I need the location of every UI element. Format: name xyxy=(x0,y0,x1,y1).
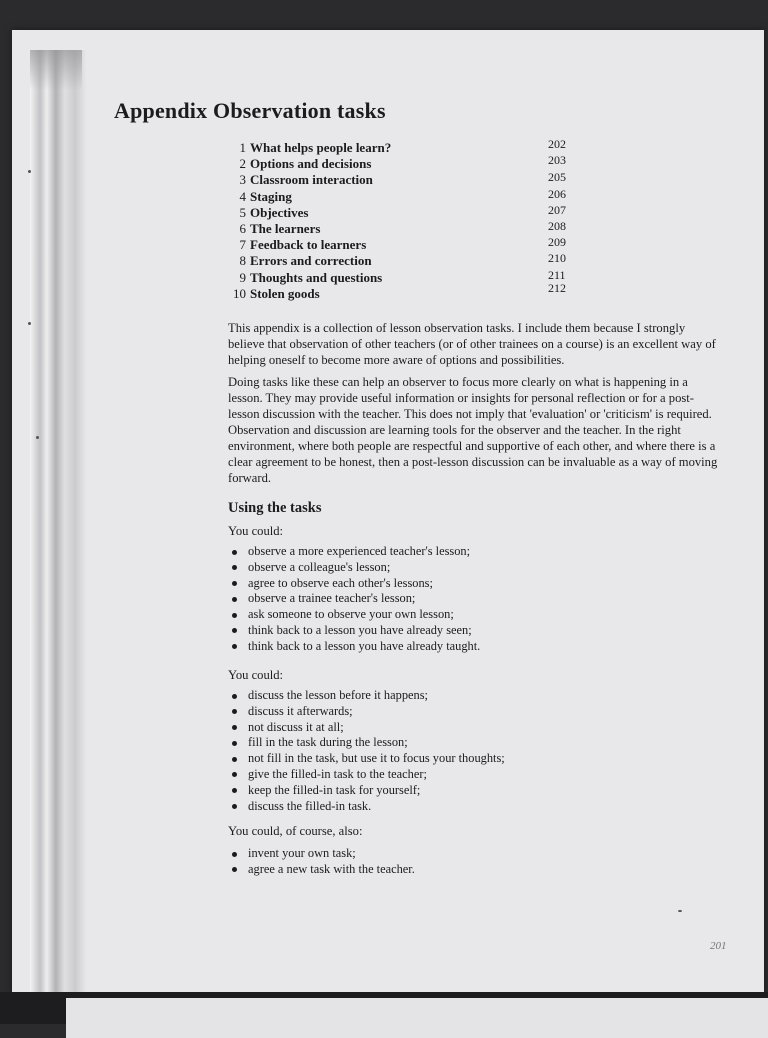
list-item xyxy=(228,688,648,704)
list-item-text: agree to observe each other's lessons; xyxy=(248,575,433,590)
bullet-dot xyxy=(232,644,237,649)
toc-page: 202 xyxy=(548,137,566,151)
toc-number: 3 xyxy=(239,172,246,188)
binding-top-shadow xyxy=(30,50,82,90)
toc-page: 205 xyxy=(548,170,566,185)
toc-number: 1 xyxy=(239,140,246,155)
bullet-dot xyxy=(232,565,237,570)
page-binding-shadow xyxy=(30,50,86,992)
list-item xyxy=(228,560,648,576)
table-of-contents xyxy=(224,137,584,302)
bullet-dot xyxy=(232,757,237,762)
list-lead: You could, of course, also: xyxy=(228,824,363,838)
bullet-dot xyxy=(232,772,237,777)
toc-row xyxy=(224,153,584,172)
bullet-dot xyxy=(232,804,237,809)
page-title: Appendix Observation tasks xyxy=(114,98,386,123)
toc-row xyxy=(224,218,584,237)
list-item xyxy=(228,607,648,623)
list-item xyxy=(228,846,648,862)
list-item-text: fill in the task during the lesson; xyxy=(248,735,408,750)
toc-page: 212 xyxy=(548,280,566,295)
toc-number: 9 xyxy=(239,269,246,285)
scan-speck xyxy=(28,322,31,325)
intro-paragraph: This appendix is a collection of lesson observation tasks. I include them because I strongly believe that observation of other teachers (or of other trainees on a course) is an excellent way of helping oneself to become more aware of options and possibilities. xyxy=(228,321,716,367)
bullet-list-2 xyxy=(228,688,648,814)
scan-speck xyxy=(36,436,39,439)
list-item xyxy=(228,576,648,592)
bullet-dot xyxy=(232,788,237,793)
toc-number: 4 xyxy=(239,188,246,204)
toc-label: Errors and correction xyxy=(250,253,372,269)
bullet-list-3 xyxy=(228,846,648,878)
list-item-text: observe a colleague's lesson; xyxy=(248,559,391,574)
list-item-text: discuss it afterwards; xyxy=(248,703,353,718)
list-item-text: not discuss it at all; xyxy=(248,719,344,734)
list-item-text: give the filled-in task to the teacher; xyxy=(248,766,427,781)
list-item xyxy=(228,591,648,607)
list-item xyxy=(228,751,648,767)
toc-label: Options and decisions xyxy=(250,156,372,172)
toc-page: 210 xyxy=(548,251,566,266)
list-item-text: observe a more experienced teacher's lesson; xyxy=(248,544,471,558)
list-lead: You could: xyxy=(228,524,284,538)
bullet-dot xyxy=(232,852,237,857)
bullet-dot xyxy=(232,694,237,699)
list-item-text: think back to a lesson you have already taught. xyxy=(248,638,481,653)
bullet-dot xyxy=(232,741,237,746)
toc-page: 206 xyxy=(548,186,566,201)
toc-row xyxy=(224,253,584,269)
list-item xyxy=(228,544,648,560)
toc-page: 209 xyxy=(548,235,566,250)
toc-row xyxy=(224,280,584,302)
bullet-dot xyxy=(232,709,237,714)
bullet-dot xyxy=(232,725,237,730)
bullet-dot xyxy=(232,597,237,602)
bullet-dot xyxy=(232,581,237,586)
bullet-dot xyxy=(232,628,237,633)
toc-label: Stolen goods xyxy=(250,285,320,301)
list-item-text: agree a new task with the teacher. xyxy=(248,861,415,876)
toc-page: 207 xyxy=(548,202,566,217)
toc-row xyxy=(224,172,584,188)
toc-row xyxy=(224,237,584,253)
list-item-text: not fill in the task, but use it to focus your thoughts; xyxy=(248,751,505,766)
toc-label: Objectives xyxy=(250,204,309,220)
list-item xyxy=(228,623,648,639)
bullet-list-1 xyxy=(228,544,648,655)
toc-number: 8 xyxy=(239,253,246,269)
toc-row xyxy=(224,137,584,156)
toc-row xyxy=(224,267,584,286)
toc-page: 208 xyxy=(548,218,566,233)
toc-label: Staging xyxy=(250,188,292,204)
list-item-text: invent your own task; xyxy=(248,846,356,860)
page-number: 201 xyxy=(710,940,727,952)
toc-label: What helps people learn? xyxy=(250,140,392,155)
toc-row xyxy=(224,202,584,221)
list-item xyxy=(228,767,648,783)
next-page-edge xyxy=(66,998,768,1038)
bullet-dot xyxy=(232,867,237,872)
list-item xyxy=(228,783,648,799)
scan-speck xyxy=(28,170,31,173)
list-item-text: keep the filled-in task for yourself; xyxy=(248,782,421,797)
list-lead: You could: xyxy=(228,668,284,682)
toc-label: Feedback to learners xyxy=(250,237,367,253)
toc-page: 203 xyxy=(548,153,566,168)
toc-label: The learners xyxy=(250,220,321,236)
second-paragraph: Doing tasks like these can help an observer to focus more clearly on what is happening in a lesson. They may provide useful information or insights for personal reflection or for a post-lesson discussion with the teacher. This does not imply that 'evaluation' or 'criticism' is required. Observation and discussion are learning tools for the observer and the teacher. In the right environment, where both people are respectful and supportive of each other, and where there is a clear agreement to be honest, then a post-lesson discussion can be invaluable as a way of moving forward. xyxy=(228,375,718,485)
toc-page: 211 xyxy=(548,267,566,282)
list-item-text: discuss the lesson before it happens; xyxy=(248,688,428,702)
list-item xyxy=(228,704,648,720)
section-heading: Using the tasks xyxy=(228,500,322,516)
list-item xyxy=(228,720,648,736)
toc-number: 2 xyxy=(239,156,246,172)
toc-number: 7 xyxy=(239,237,246,253)
bullet-dot xyxy=(232,550,237,555)
list-item-text: observe a trainee teacher's lesson; xyxy=(248,591,416,606)
toc-number: 6 xyxy=(239,220,246,236)
scan-speck xyxy=(678,910,682,912)
list-item xyxy=(228,639,648,655)
toc-number: 10 xyxy=(233,285,246,301)
bullet-dot xyxy=(232,613,237,618)
list-item-text: ask someone to observe your own lesson; xyxy=(248,607,454,622)
toc-label: Thoughts and questions xyxy=(250,269,383,285)
list-item xyxy=(228,862,648,878)
toc-number: 5 xyxy=(239,204,246,220)
list-item xyxy=(228,735,648,751)
toc-label: Classroom interaction xyxy=(250,172,373,188)
toc-row xyxy=(224,186,584,205)
list-item-text: think back to a lesson you have already seen; xyxy=(248,622,472,637)
list-item xyxy=(228,799,648,815)
list-item-text: discuss the filled-in task. xyxy=(248,798,372,813)
